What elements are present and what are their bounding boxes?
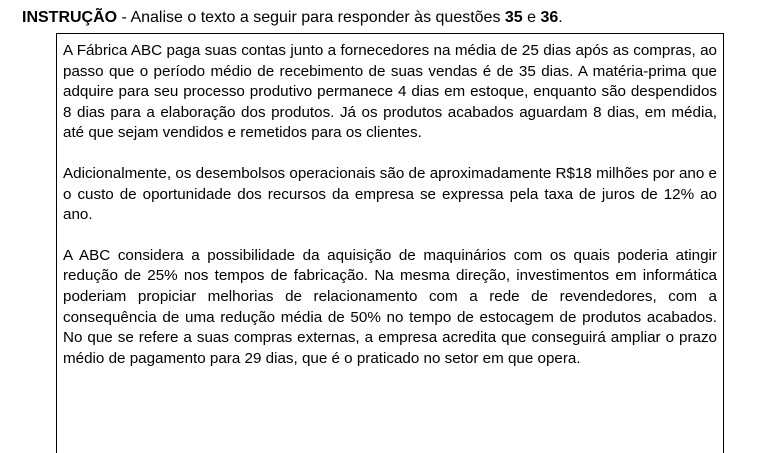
- paragraph-improvements: A ABC considera a possibilidade da aquisição de maquinários com os quais poderia atingir redução de 25% nos tempos de fabricação. Na mesma direção, investimentos em informática poderiam propiciar melhorias de relacionamento com a rede de revendedores, com a consequência de uma redução média de 50% no tempo de estocagem de produtos acabados. No que se refere a suas compras externas, a empresa acredita que conseguirá ampliar o prazo médio de pagamento para 29 dias, que é o praticado no setor em que opera.: [63, 246, 717, 367]
- paragraph-operating-costs: Adicionalmente, os desembolsos operacionais são de aproximadamente R$18 milhões por ano e o custo de oportunidade dos recursos da empresa se expressa pela taxa de juros de 12% ao ano.: [63, 164, 717, 224]
- question-number-36: 36: [540, 9, 559, 26]
- instruction-line: [22, 8, 563, 28]
- instruction-text: - Analise o texto a seguir para responder às questões: [117, 9, 505, 26]
- instruction-connector: e: [522, 9, 541, 26]
- instruction-label: INSTRUÇÃO: [22, 9, 118, 26]
- case-text-box: [56, 33, 724, 453]
- instruction-end: .: [558, 9, 563, 26]
- paragraph-cash-cycle: A Fábrica ABC paga suas contas junto a fornecedores na média de 25 dias após as compras, ao passo que o período médio de recebimento de suas vendas é de 35 dias. A matéria-prima que adquire para seu processo produtivo permanece 4 dias em estoque, enquanto são despendidos 8 dias para a elaboração dos produtos. Já os produtos acabados aguardam 8 dias, em média, até que sejam vendidos e remetidos para os clientes.: [63, 42, 717, 142]
- question-number-35: 35: [504, 9, 523, 26]
